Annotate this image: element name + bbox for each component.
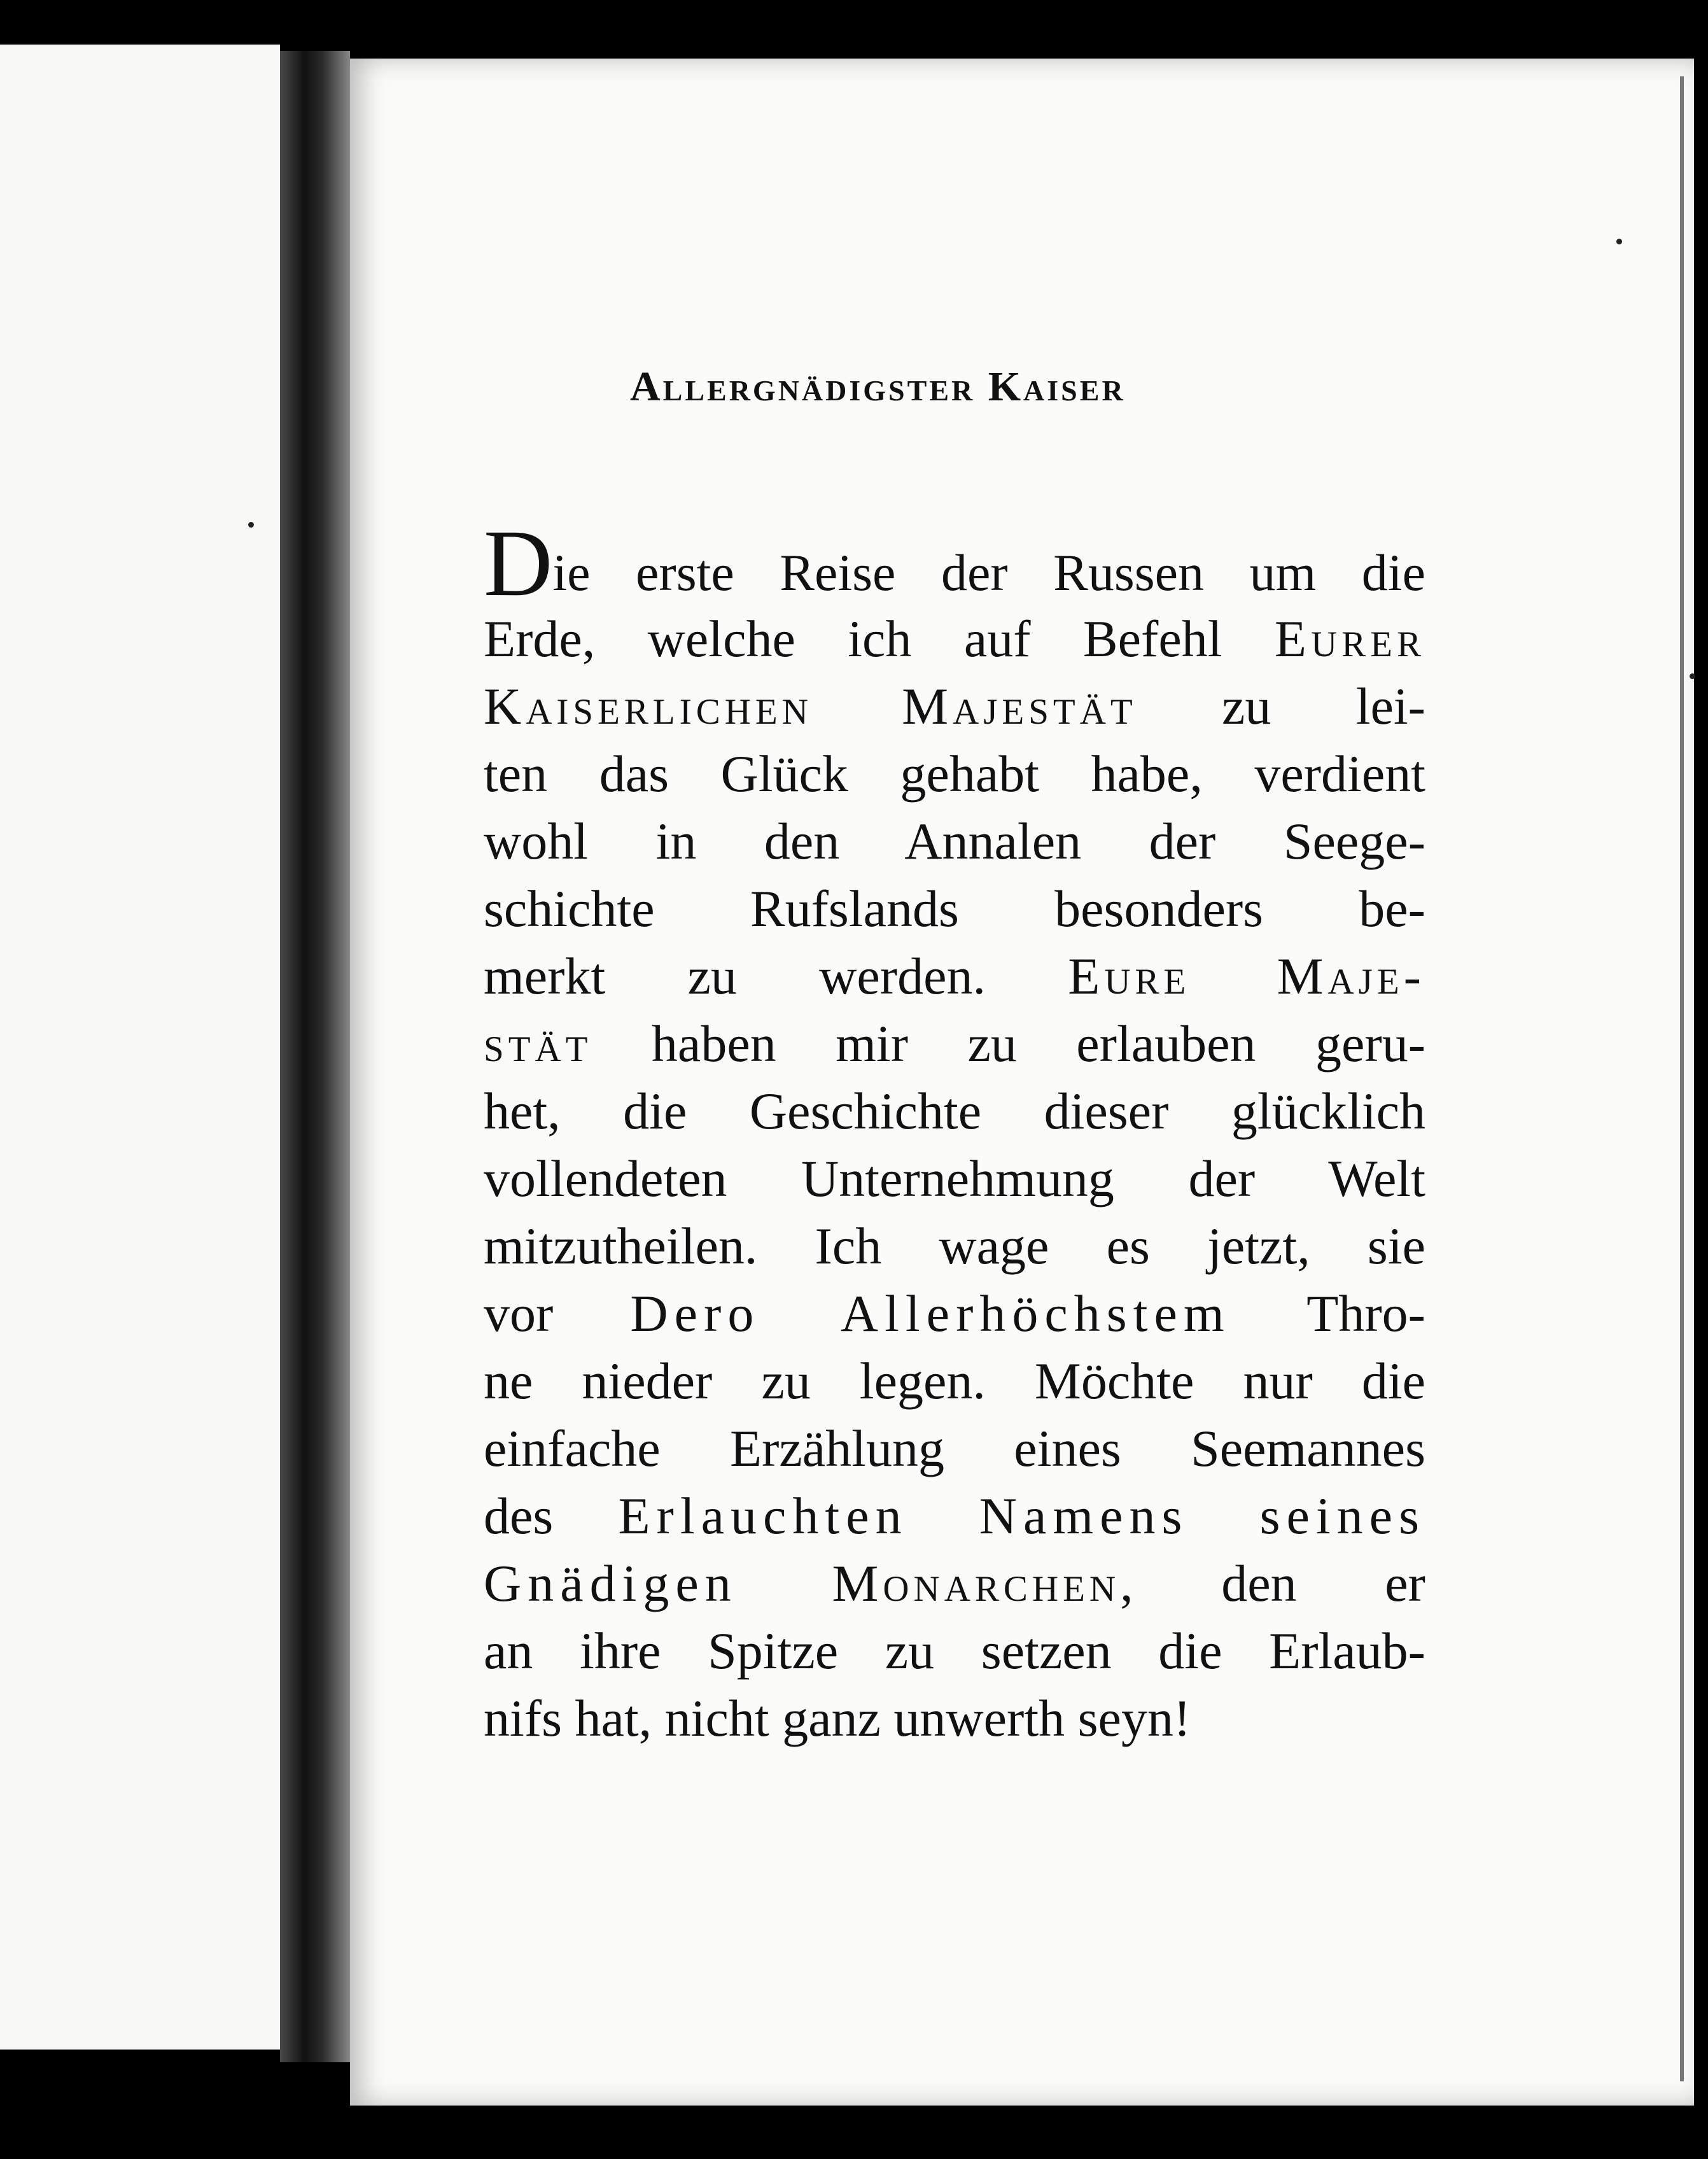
text-line: an ihre Spitze zu setzen die Erlaub- — [484, 1622, 1425, 1680]
book-gutter — [280, 51, 350, 2062]
text-line — [484, 1550, 1425, 1617]
text-line: schichte Rufslands besonders be- — [484, 880, 1425, 938]
text-line: ten das Glück gehabt habe, verdient — [484, 745, 1425, 803]
ink-speck — [248, 522, 254, 528]
text-line — [484, 605, 1425, 673]
line-text: merkt zu werden. — [484, 947, 1068, 1005]
line-text: Erde, welche ich auf Befehl — [484, 610, 1275, 668]
left-page — [0, 45, 280, 2050]
small-caps-text: stät — [484, 1015, 592, 1072]
page-edge — [1680, 76, 1684, 2081]
text-line — [484, 943, 1425, 1010]
text-line: vollendeten Unternehmung der Welt — [484, 1150, 1425, 1207]
text-line — [484, 1010, 1425, 1078]
small-caps-text: Eurer — [1274, 610, 1425, 668]
text-line: ne nieder zu legen. Möchte nur die — [484, 1352, 1425, 1410]
spaced-text: Erlauchten Namens seines — [618, 1487, 1425, 1545]
text-line: mitzutheilen. Ich wage es jetzt, sie — [484, 1217, 1425, 1275]
line-text: , den er — [1120, 1554, 1425, 1612]
line-text: zu lei- — [1137, 677, 1425, 735]
dedication-text — [484, 510, 1425, 1752]
text-line — [484, 1280, 1425, 1347]
drop-cap: D — [484, 510, 553, 616]
dedication-heading: Allergnädigster Kaiser — [630, 363, 1126, 410]
ink-speck — [1690, 673, 1695, 679]
text-line: einfache Erzählung eines Seemannes — [484, 1419, 1425, 1477]
line-text: ie erste Reise der Russen um die — [552, 544, 1425, 601]
small-caps-text: Kaiserlichen Majestät — [484, 677, 1137, 735]
text-line — [484, 510, 1425, 616]
text-line — [484, 1482, 1425, 1550]
text-line: het, die Geschichte dieser glücklich — [484, 1082, 1425, 1140]
text-line: wohl in den Annalen der Seege- — [484, 812, 1425, 870]
line-text: des — [484, 1487, 619, 1545]
line-text: haben mir zu erlauben geru- — [592, 1015, 1425, 1072]
line-text: vor — [484, 1284, 631, 1342]
text-line — [484, 673, 1425, 740]
line-text: Thro- — [1230, 1284, 1425, 1342]
spaced-text: Gnädigen — [484, 1554, 832, 1612]
spaced-text: Dero Allerhöchstem — [630, 1284, 1231, 1342]
text-line: nifs hat, nicht ganz unwerth seyn! — [484, 1689, 1191, 1747]
small-caps-text: Eure Maje- — [1068, 947, 1425, 1005]
ink-speck — [1616, 239, 1622, 244]
small-caps-text: Monarchen — [832, 1554, 1121, 1612]
